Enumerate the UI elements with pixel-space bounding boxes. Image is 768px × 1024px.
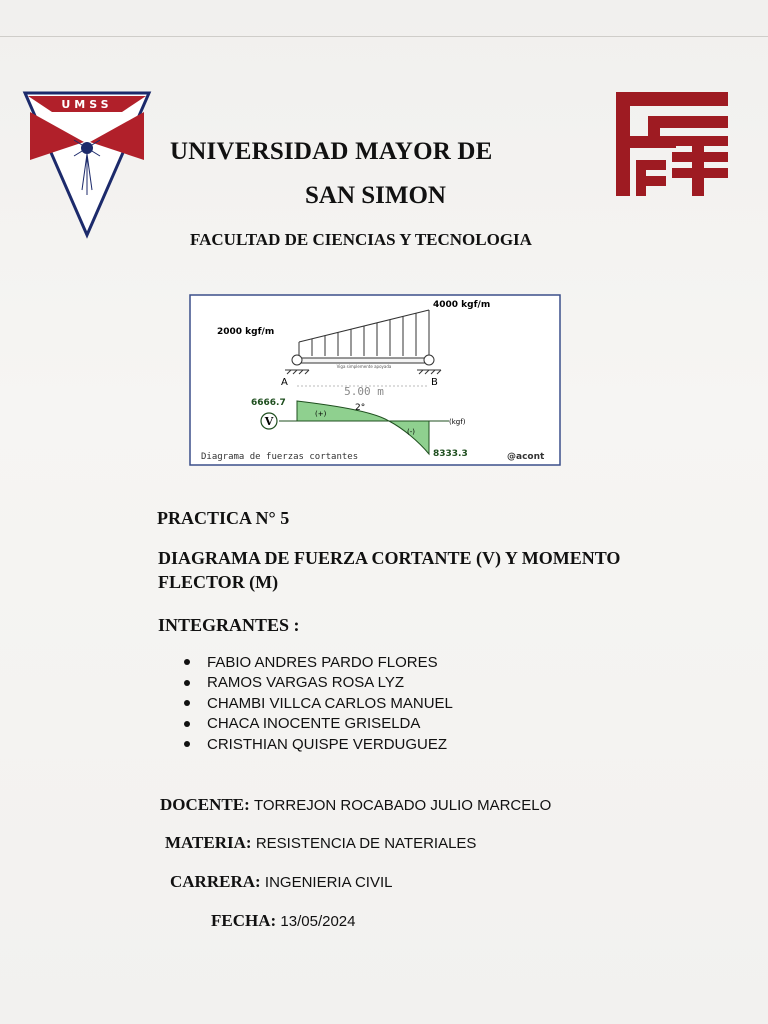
shear-max-label: 6666.7	[251, 398, 286, 408]
support-a-label: A	[281, 377, 288, 388]
bullet-icon	[184, 700, 190, 706]
practice-number: PRACTICA N° 5	[157, 508, 290, 528]
docente-row	[160, 795, 551, 815]
bullet-icon	[184, 680, 190, 686]
member-name: FABIO ANDRES PARDO FLORES	[207, 653, 438, 671]
beam-label: Viga simplemente apoyada	[336, 364, 392, 369]
support-a-icon	[292, 355, 302, 365]
shear-force-diagram	[189, 294, 561, 466]
materia-row	[165, 833, 476, 853]
support-b-label: B	[431, 377, 438, 388]
materia-value: RESISTENCIA DE NATERIALES	[255, 835, 477, 852]
member-name: RAMOS VARGAS ROSA LYZ	[207, 674, 404, 692]
docente-label: DOCENTE:	[160, 795, 250, 814]
v-symbol: V	[264, 415, 274, 428]
diagram-credit: @acont	[507, 452, 545, 462]
fcyt-logo-icon	[612, 90, 732, 198]
negative-sign: (-)	[407, 428, 415, 436]
subject-title: DIAGRAMA DE FUERZA CORTANTE (V) Y MOMENTO FLECTOR (M)	[158, 548, 621, 592]
faculty-name: FACULTAD DE CIENCIAS Y TECNOLOGIA	[190, 230, 532, 249]
university-title-line1: UNIVERSIDAD MAYOR DE	[170, 138, 493, 165]
materia-label: MATERIA:	[165, 833, 252, 852]
beam	[297, 358, 431, 363]
fecha-label: FECHA:	[211, 911, 277, 930]
support-b-icon	[424, 355, 434, 365]
carrera-label: CARRERA:	[170, 872, 261, 891]
load-left-label: 2000 kgf/m	[217, 327, 275, 337]
member-name: CRISTHIAN QUISPE VERDUGUEZ	[207, 735, 448, 753]
umss-logo-text: UMSS	[61, 98, 113, 111]
carrera-value: INGENIERIA CIVIL	[264, 874, 393, 891]
top-divider	[0, 36, 768, 37]
list-item	[184, 734, 453, 755]
span-label: 5.00 m	[344, 385, 384, 398]
shear-min-label: 8333.3	[433, 449, 468, 459]
bullet-icon	[184, 741, 190, 747]
docente-value: TORREJON ROCABADO JULIO MARCELO	[253, 797, 552, 814]
fecha-value: 13/05/2024	[280, 913, 356, 930]
list-item	[184, 652, 453, 673]
members-heading: INTEGRANTES :	[158, 615, 300, 635]
umss-logo-icon	[22, 90, 152, 240]
positive-sign: (+)	[315, 410, 327, 418]
load-right-label: 4000 kgf/m	[433, 300, 491, 310]
bullet-icon	[184, 659, 190, 665]
university-title-line2: SAN SIMON	[305, 182, 446, 209]
fecha-row	[211, 911, 356, 931]
member-name: CHACA INOCENTE GRISELDA	[207, 715, 421, 733]
list-item	[184, 714, 453, 735]
unit-label: (kgf)	[449, 418, 466, 426]
bullet-icon	[184, 721, 190, 727]
diagram-caption: Diagrama de fuerzas cortantes	[201, 452, 359, 462]
members-list	[184, 652, 453, 755]
list-item	[184, 673, 453, 694]
list-item	[184, 693, 453, 714]
member-name: CHAMBI VILLCA CARLOS MANUEL	[207, 694, 453, 712]
degree-label: 2°	[355, 403, 366, 413]
carrera-row	[170, 872, 392, 892]
